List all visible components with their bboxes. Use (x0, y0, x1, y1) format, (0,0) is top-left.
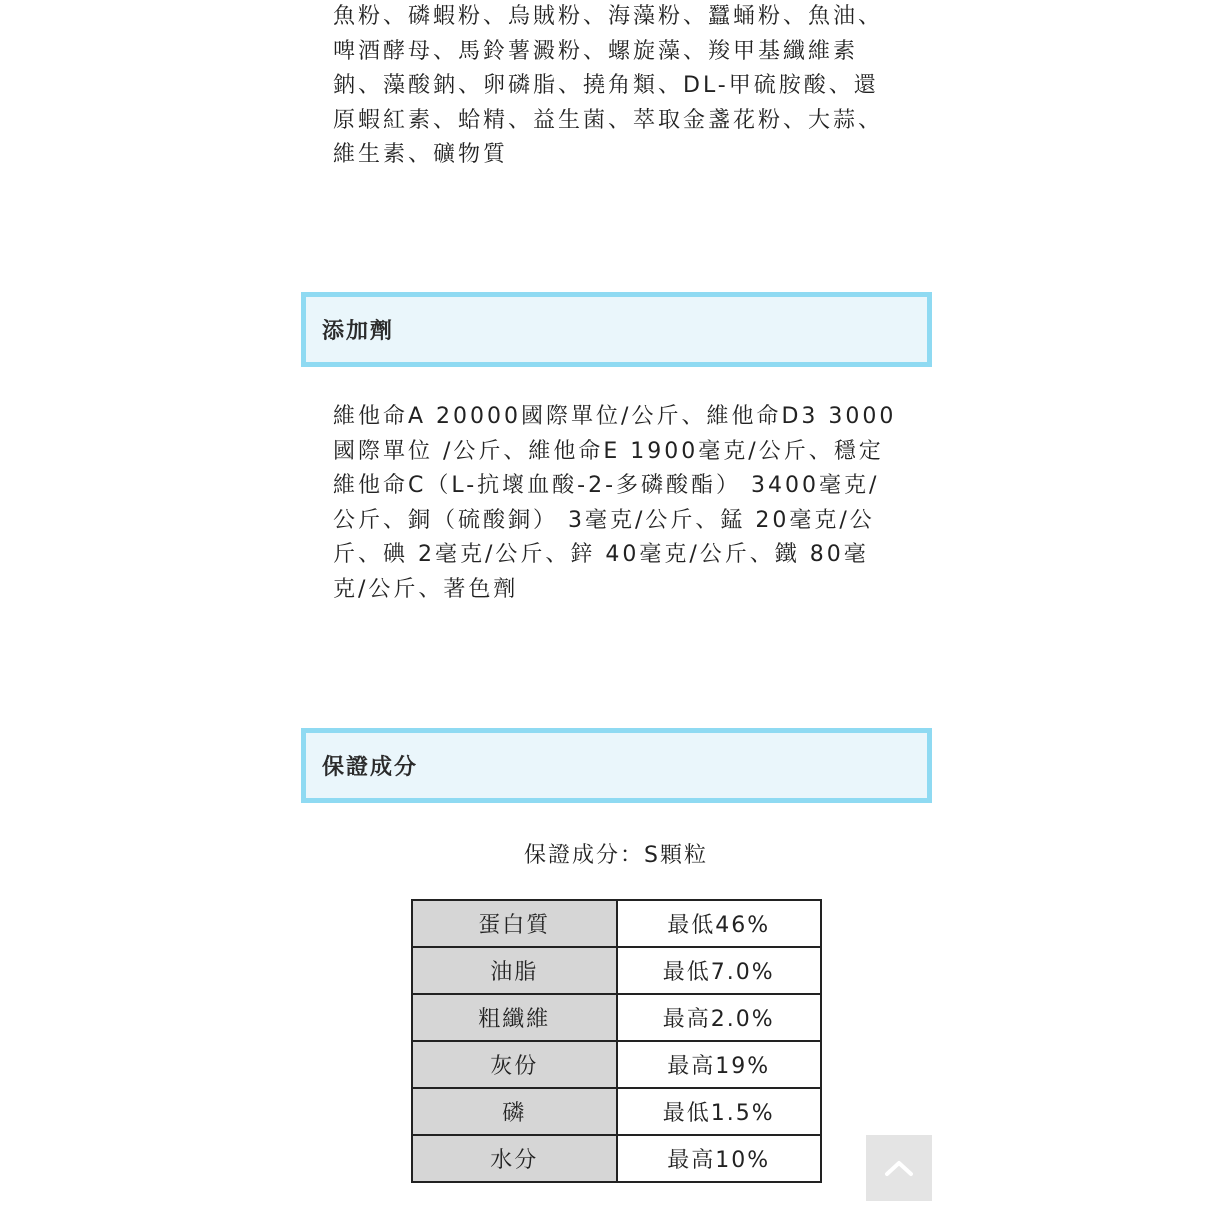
table-row (412, 1041, 821, 1088)
chevron-up-icon (884, 1159, 914, 1177)
table-row (412, 994, 821, 1041)
ingredients-text: 魚粉、磷蝦粉、烏賊粉、海藻粉、蠶蛹粉、魚油、啤酒酵母、馬鈴薯澱粉、螺旋藻、羧甲基纖維素鈉、藻酸鈉、卵磷脂、撓角類、DL-甲硫胺酸、還原蝦紅素、蛤精、益生菌、萃取金盞花粉、大蒜、維生素、礦物質 (333, 4, 884, 168)
table-row (412, 1135, 821, 1182)
nutrient-value: 最低1.5% (617, 1088, 822, 1135)
table-row (412, 947, 821, 994)
nutrient-name: 磷 (412, 1088, 617, 1135)
guaranteed-analysis-section-header (301, 728, 932, 803)
nutrient-value: 最低7.0% (617, 947, 822, 994)
additives-section-header (301, 292, 932, 367)
back-to-top-button[interactable] (866, 1135, 932, 1201)
nutrient-name: 水分 (412, 1135, 617, 1182)
nutrient-value: 最高19% (617, 1041, 822, 1088)
nutrient-value: 最低46% (617, 900, 822, 947)
table-row (412, 900, 821, 947)
nutrient-value: 最高2.0% (617, 994, 822, 1041)
nutrient-value: 最高10% (617, 1135, 822, 1182)
additives-section-title: 添加劑 (322, 319, 395, 344)
table-row (412, 1088, 821, 1135)
guaranteed-analysis-section-title: 保證成分 (322, 755, 419, 780)
guaranteed-analysis-caption: 保證成分：S顆粒 (524, 843, 708, 868)
additives-text: 維他命A 20000國際單位/公斤、維他命D3 3000國際單位 /公斤、維他命E 1900毫克/公斤、穩定維他命C（L-抗壞血酸-2-多磷酸酯） 3400毫克/公斤、銅（硫酸銅） 3毫克/公斤、錳 20毫克/公斤、碘 2毫克/公斤、鋅 40毫克/公斤、鐵 80毫克/公斤、著色劑 (333, 404, 897, 602)
guaranteed-analysis-table (411, 899, 822, 1183)
nutrient-name: 灰份 (412, 1041, 617, 1088)
nutrient-name: 粗纖維 (412, 994, 617, 1041)
nutrient-name: 油脂 (412, 947, 617, 994)
nutrient-name: 蛋白質 (412, 900, 617, 947)
